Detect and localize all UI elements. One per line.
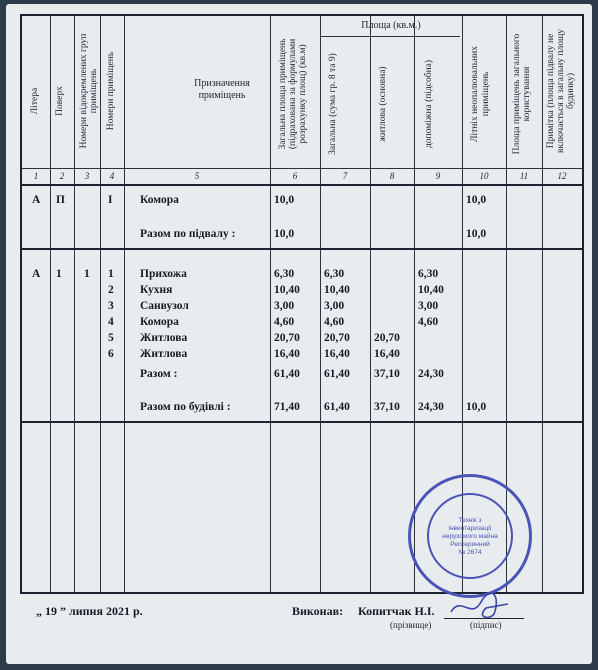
signature-caption: (підпис): [470, 620, 502, 630]
col-num-11: 11: [519, 171, 529, 181]
stamp-line-4: Рессеринний: [450, 541, 490, 548]
cell-sum: 20,70: [324, 332, 350, 344]
cell-name: Санвузол: [140, 300, 189, 312]
cell-aux: 10,40: [418, 284, 444, 296]
col-num-5: 5: [194, 171, 200, 181]
cell-group: 1: [84, 268, 90, 280]
cell-total: 4,60: [274, 316, 295, 328]
cell-total: 10,0: [274, 194, 295, 206]
col-num-1: 1: [33, 171, 39, 181]
cell-total: 3,00: [274, 300, 295, 312]
cell-litera: А: [32, 194, 41, 206]
section-divider: [22, 421, 582, 423]
header-total-area: Загальна площа приміщень (підрахована за формулами розрахунку площ) (кв.м): [278, 38, 308, 150]
cell-living: 20,70: [374, 332, 400, 344]
cell-sum: 6,30: [324, 268, 345, 280]
cell-total: 10,0: [274, 228, 295, 240]
col-num-2: 2: [59, 171, 65, 181]
header-area-group: Площа (кв.м.): [361, 20, 421, 31]
signature-mark: [446, 590, 516, 624]
header-living: житлова (основна): [378, 66, 388, 142]
stamp-line-3: нерухомого майна: [442, 533, 498, 540]
stamp-line-1: Технік з: [458, 517, 482, 524]
header-purpose: Призначення приміщень: [194, 78, 250, 101]
header-note: Примітка (площа підвалу не включається в загальну площу будинку): [546, 28, 576, 154]
cell-total: 20,70: [274, 332, 300, 344]
col-num-6: 6: [292, 171, 298, 181]
cell-name: Кухня: [140, 284, 173, 296]
stamp-line-2: інвентаризації: [448, 525, 492, 532]
col-num-4: 4: [109, 171, 115, 181]
cell-aux: 6,30: [418, 268, 439, 280]
cell-room: 1: [108, 268, 114, 280]
cell-litera: А: [32, 268, 41, 280]
cell-summer: 10,0: [466, 401, 487, 413]
official-stamp: [408, 474, 532, 598]
cell-sum: 61,40: [324, 401, 350, 413]
cell-total: 16,40: [274, 348, 300, 360]
col-num-8: 8: [389, 171, 395, 181]
cell-aux: 24,30: [418, 368, 444, 380]
cell-room: 6: [108, 348, 114, 360]
cell-total: 6,30: [274, 268, 295, 280]
cell-room: 2: [108, 284, 114, 296]
cell-name: Житлова: [140, 348, 188, 360]
executor-name: Копитчак Н.І.: [358, 604, 435, 618]
cell-sum: 16,40: [324, 348, 350, 360]
cell-total: 61,40: [274, 368, 300, 380]
header-auxiliary: допоміжна (підсобна): [424, 59, 434, 149]
header-litera: Літера: [30, 87, 40, 115]
executed-by-label: Виконав:: [292, 604, 344, 618]
inventory-sheet: [6, 4, 592, 664]
cell-name: Житлова: [140, 332, 188, 344]
header-common: Площа приміщень загального користування: [512, 33, 532, 155]
cell-room: 5: [108, 332, 114, 344]
cell-poverkh: 1: [56, 268, 62, 280]
cell-living: 16,40: [374, 348, 400, 360]
cell-room: І: [108, 194, 113, 206]
cell-sum: 61,40: [324, 368, 350, 380]
cell-living: 37,10: [374, 368, 400, 380]
header-sum: Загальна (сума гр. 8 та 9): [328, 53, 338, 155]
header-poverkh: Поверх: [55, 86, 65, 116]
cell-summer: 10,0: [466, 228, 487, 240]
cell-sum: 4,60: [324, 316, 345, 328]
stamp-line-5: № 2674: [458, 549, 482, 556]
header-group-numbers: Номери відокремлених груп приміщень: [79, 33, 99, 149]
surname-caption: (прізвище): [390, 620, 432, 630]
col-num-10: 10: [479, 171, 489, 181]
cell-total: 71,40: [274, 401, 300, 413]
cell-aux: 4,60: [418, 316, 439, 328]
cell-sum: 10,40: [324, 284, 350, 296]
cell-aux: 24,30: [418, 401, 444, 413]
cell-room: 3: [108, 300, 114, 312]
cell-poverkh: П: [56, 194, 65, 206]
cell-summer: 10,0: [466, 194, 487, 206]
cell-name: Разом по підвалу :: [140, 228, 236, 240]
col-num-3: 3: [84, 171, 90, 181]
header-room-numbers: Номери приміщень: [106, 51, 116, 131]
cell-name: Комора: [140, 194, 179, 206]
cell-aux: 3,00: [418, 300, 439, 312]
cell-name: Комора: [140, 316, 179, 328]
col-num-12: 12: [557, 171, 567, 181]
col-num-9: 9: [435, 171, 441, 181]
section-divider: [22, 248, 582, 250]
cell-sum: 3,00: [324, 300, 345, 312]
cell-name: Прихожа: [140, 268, 187, 280]
cell-room: 4: [108, 316, 114, 328]
cell-living: 37,10: [374, 401, 400, 413]
cell-name: Разом по будівлі :: [140, 401, 231, 413]
document-date: „ 19 ” липня 2021 р.: [36, 604, 143, 618]
cell-total: 10,40: [274, 284, 300, 296]
col-num-7: 7: [342, 171, 348, 181]
header-summer: Літніх неопалювальних приміщень: [470, 46, 491, 143]
cell-name: Разом :: [140, 368, 178, 380]
